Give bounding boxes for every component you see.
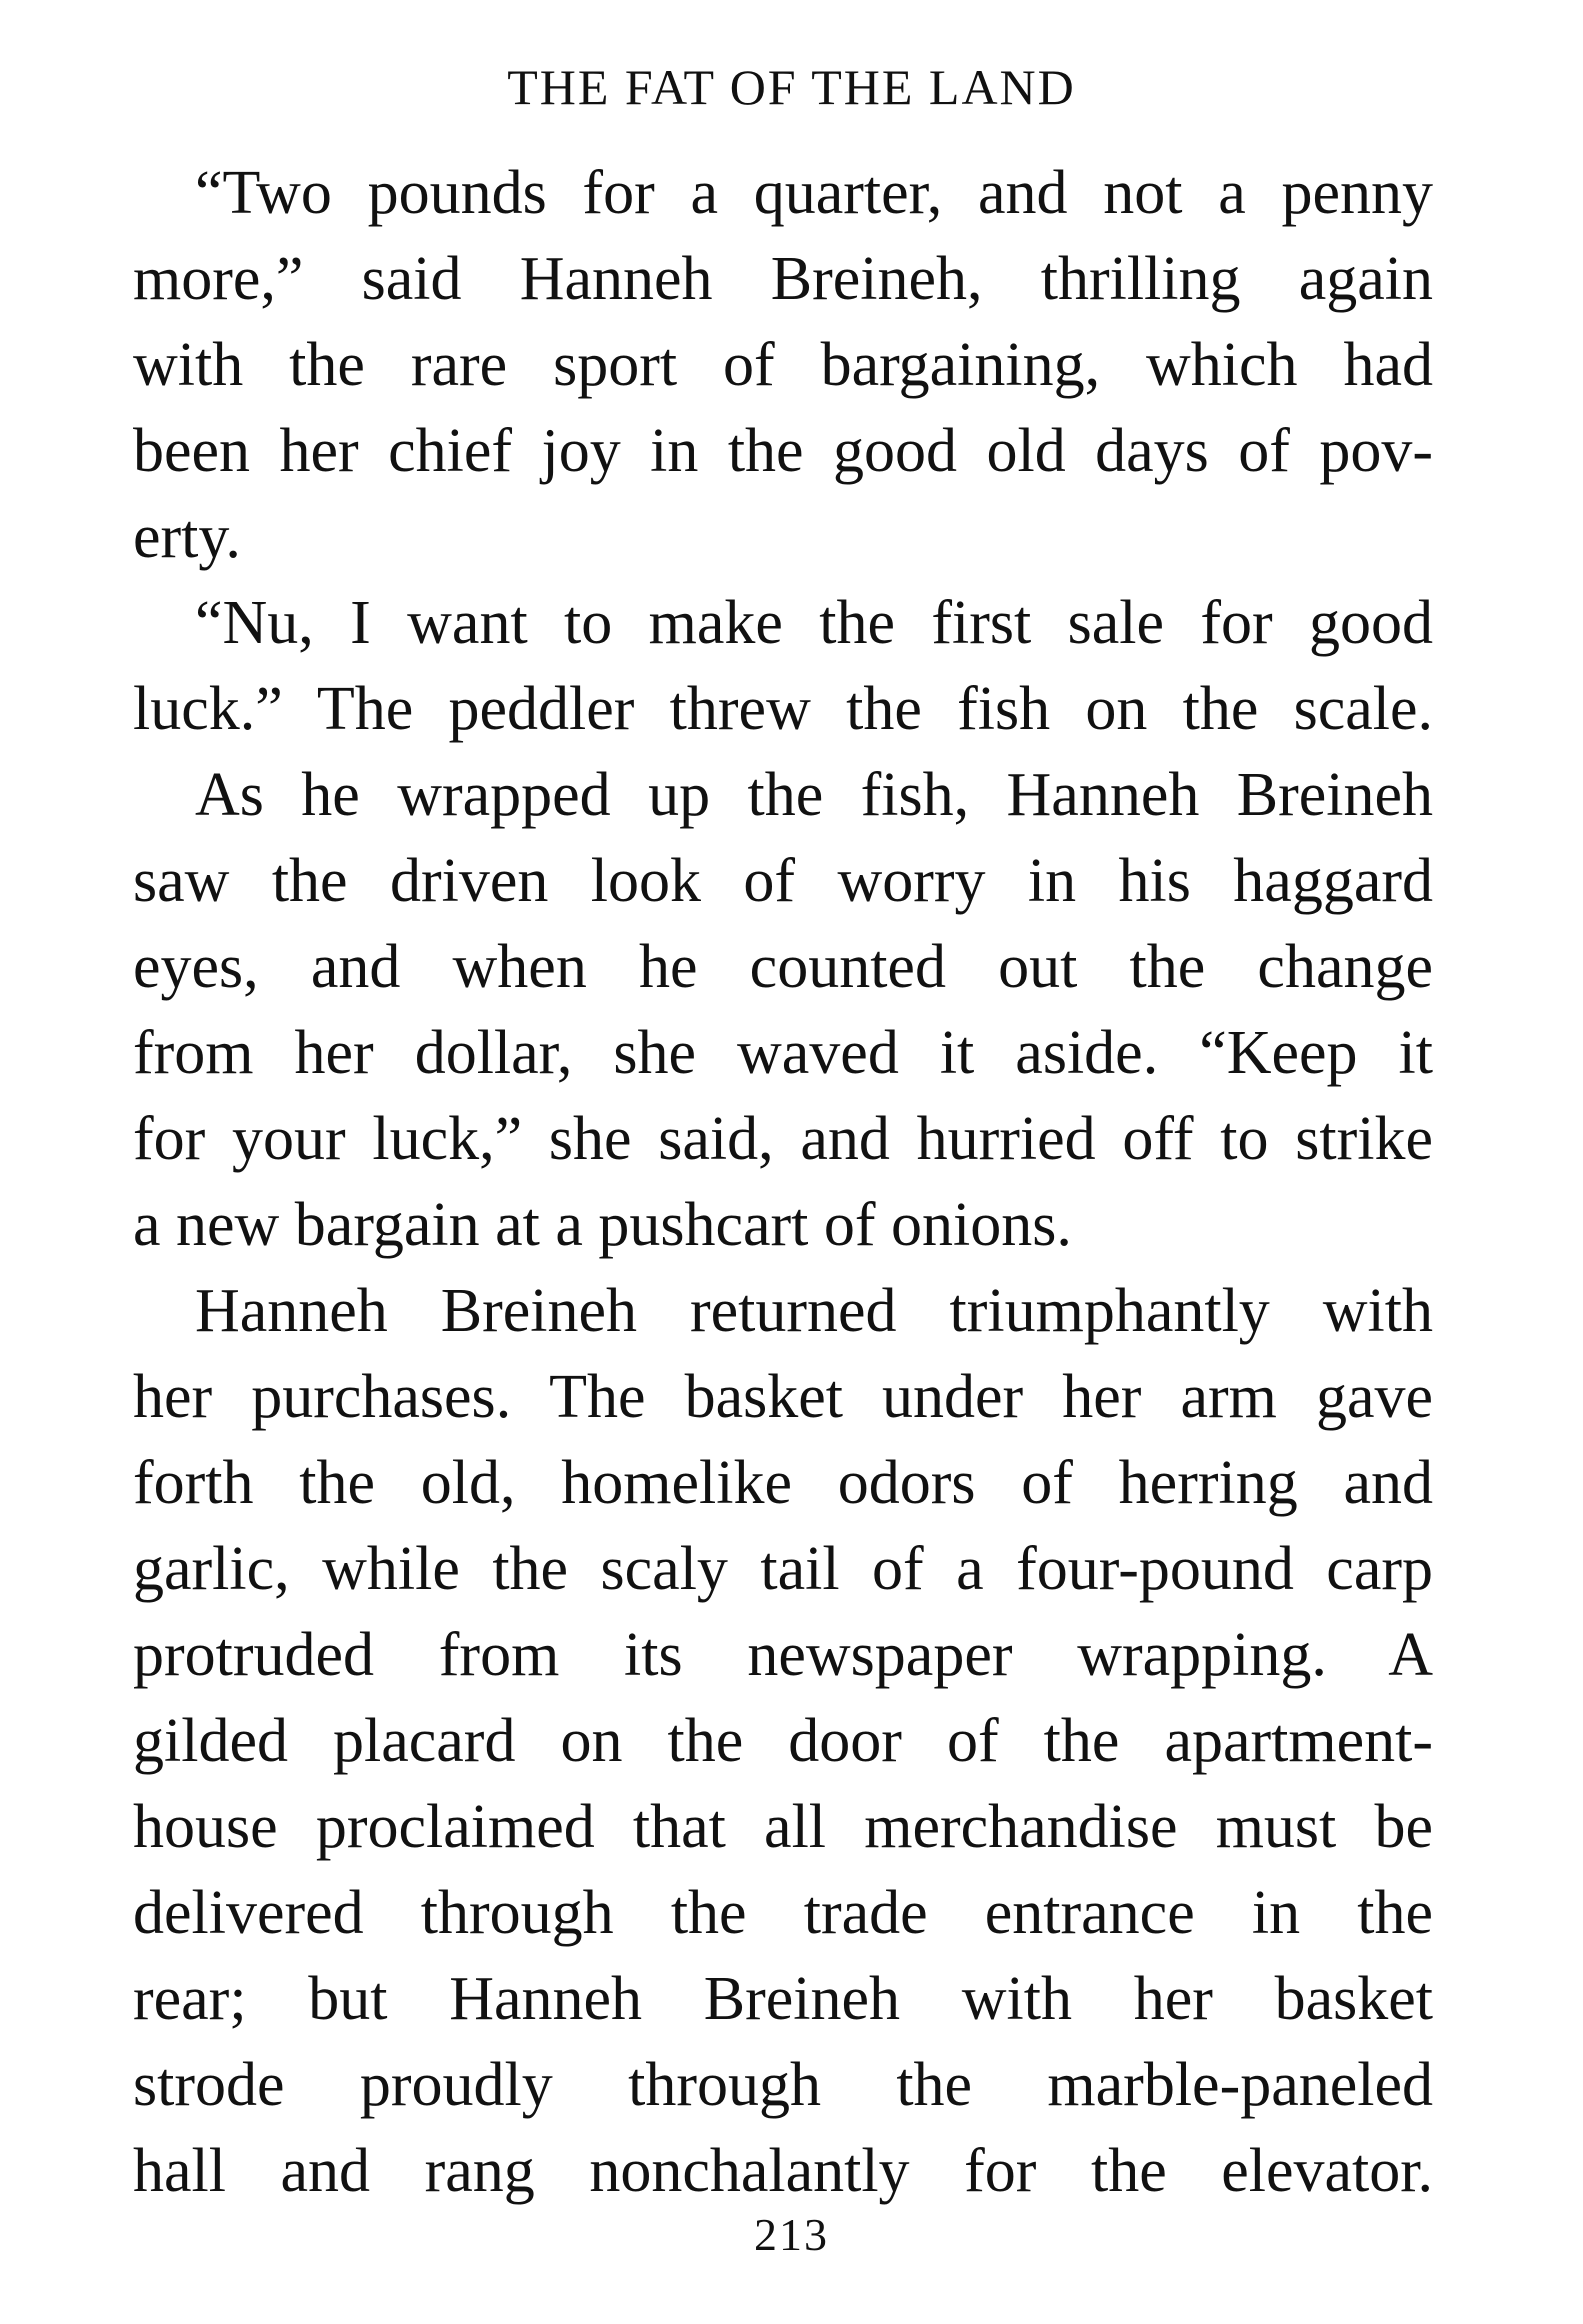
- text-line: a new bargain at a pushcart of onions.: [133, 1191, 1072, 1259]
- text-line: forth the old, homelike odors of herring and: [133, 1449, 1433, 1517]
- text-line: eyes, and when he counted out the change: [133, 933, 1433, 1001]
- text-line: gilded placard on the door of the apartment-: [133, 1707, 1433, 1775]
- text-line: strode proudly through the marble-paneled: [133, 2051, 1433, 2119]
- running-head: THE FAT OF THE LAND: [507, 59, 1076, 115]
- text-line: for your luck,” she said, and hurried off to strike: [133, 1105, 1433, 1173]
- text-line: more,” said Hanneh Breineh, thrilling again: [133, 245, 1433, 313]
- text-line: saw the driven look of worry in his haggard: [133, 847, 1433, 915]
- body-text: [133, 150, 1433, 2214]
- text-line: protruded from its newspaper wrapping. A: [133, 1621, 1433, 1689]
- text-line: garlic, while the scaly tail of a four-pound carp: [133, 1535, 1433, 1603]
- text-line: erty.: [133, 503, 241, 571]
- text-line: luck.” The peddler threw the fish on the scale.: [133, 675, 1433, 743]
- text-line: Hanneh Breineh returned triumphantly with: [195, 1277, 1433, 1345]
- text-line: As he wrapped up the fish, Hanneh Breineh: [195, 761, 1433, 829]
- text-line: rear; but Hanneh Breineh with her basket: [133, 1965, 1433, 2033]
- page-number: 213: [754, 2209, 829, 2260]
- text-line: delivered through the trade entrance in the: [133, 1879, 1433, 1947]
- text-line: house proclaimed that all merchandise must be: [133, 1793, 1433, 1861]
- text-line: from her dollar, she waved it aside. “Keep it: [133, 1019, 1433, 1087]
- text-line: her purchases. The basket under her arm gave: [133, 1363, 1433, 1431]
- text-line: “Nu, I want to make the first sale for good: [195, 589, 1433, 657]
- text-line: been her chief joy in the good old days of pov-: [133, 417, 1433, 485]
- text-line: hall and rang nonchalantly for the elevator.: [133, 2137, 1433, 2205]
- text-line: with the rare sport of bargaining, which had: [133, 331, 1433, 399]
- text-line: “Two pounds for a quarter, and not a penny: [195, 159, 1433, 227]
